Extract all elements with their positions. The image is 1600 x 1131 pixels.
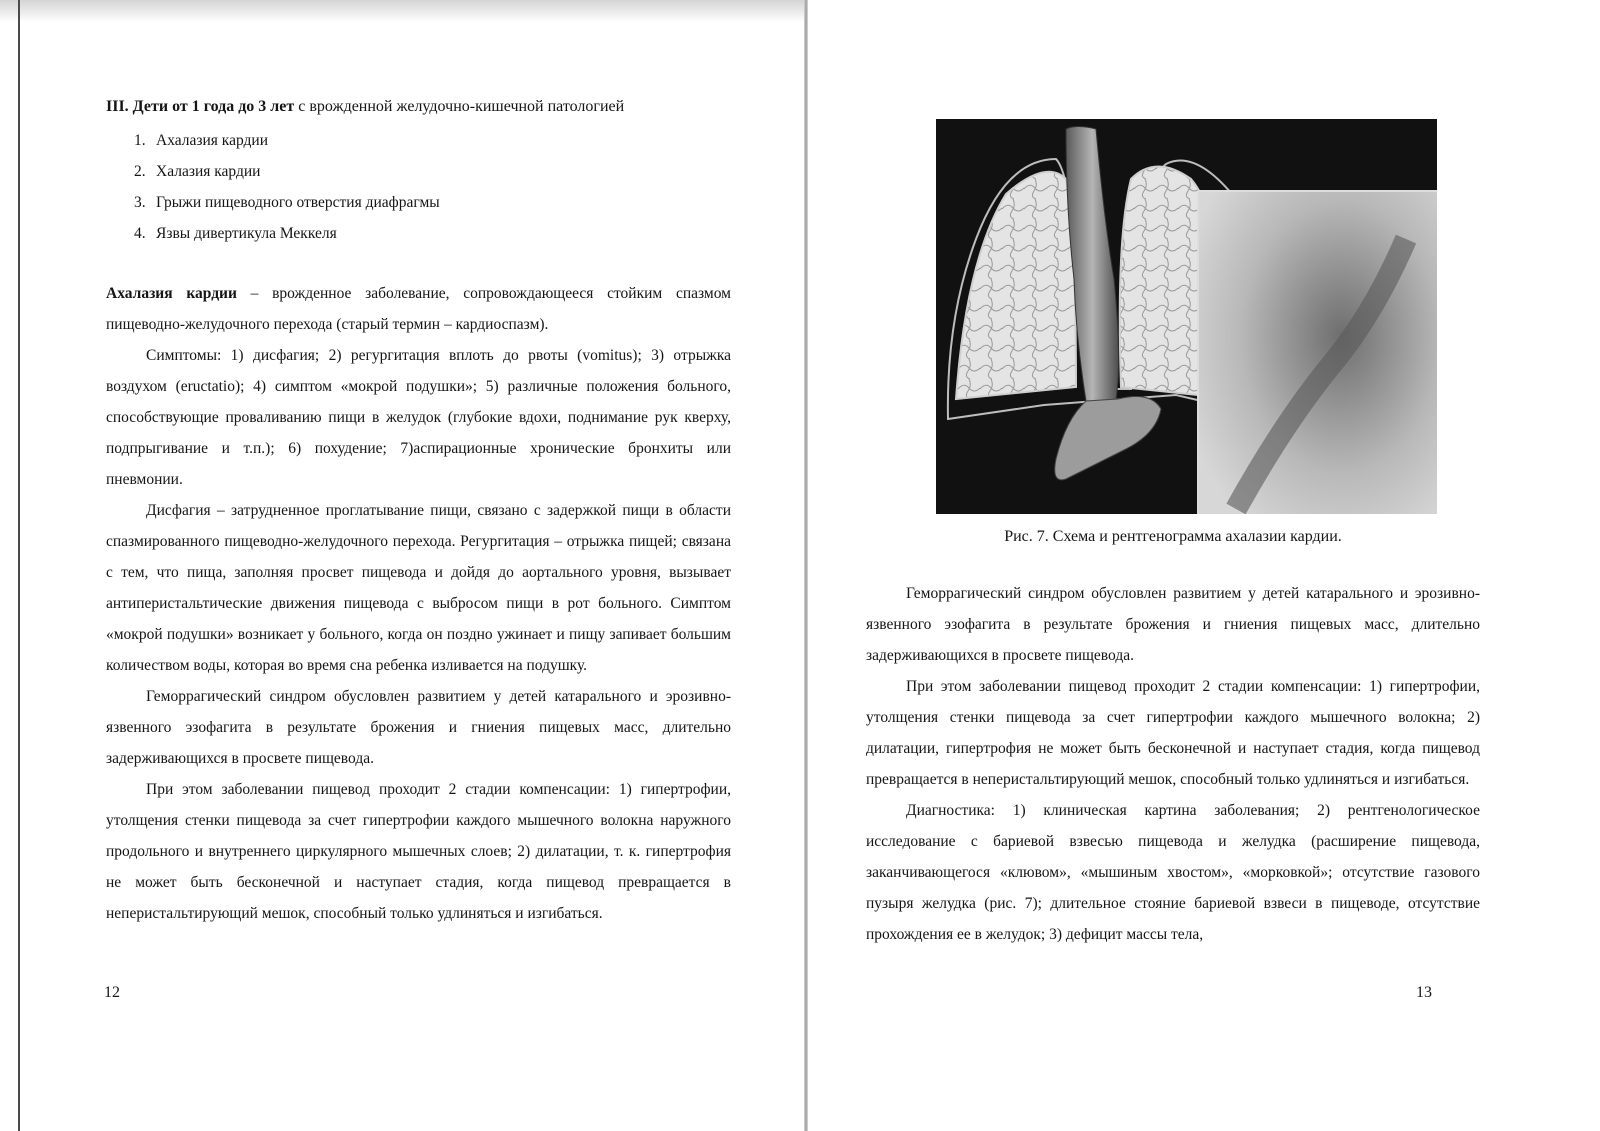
page-number: 13 [1416, 984, 1432, 1001]
definition-text: – врожденное заболевание, сопровождающееся стойким спазмом пищеводно-желудочного перехода (старый термин – кардиоспазм). [106, 285, 731, 333]
heading-bold: III. Дети от 1 года до 3 лет [106, 98, 295, 115]
page-edge [18, 0, 20, 1131]
list-number: 3. [134, 194, 146, 211]
list-number: 2. [134, 163, 146, 180]
stages-paragraph: При этом заболевании пищевод проходит 2 стадии компенсации: 1) гипертрофии, утолщения стенки пищевода за счет гипертрофии каждого мышечного волокна наружного продольного и внутреннего циркулярного мышечных слоев; 2) дилатации, т. к. гипертрофия не может быть бесконечной и наступает стадия, когда пищевод превращается в неперистальтирующий мешок, способный только удлиняться и изгибаться. [106, 781, 731, 922]
dysphagia-paragraph: Дисфагия – затрудненное проглатывание пищи, связано с задержкой пищи в области спазмированного пищеводно-желудочного перехода. Регургитация – отрыжка пищей; связана с тем, что пища, заполняя просвет пищевода и дойдя до аортального уровня, вызывает антиперистальтические движения пищевода с выбросом пищи в рот больного. Симптом «мокрой подушки» возникает у больного, когда он поздно ужинает и пищу запивает большим количеством воды, которая во время сна ребенка изливается на подушку. [106, 502, 731, 674]
figure-caption: Рис. 7. Схема и рентгенограмма ахалазии кардии. [1004, 528, 1342, 545]
symptoms-paragraph: Симптомы: 1) дисфагия; 2) регургитация вплоть до рвоты (vomitus); 3) отрыжка воздухом (eructatio); 4) симптом «мокрой подушки»; 5) различные положения больного, способствующие проваливанию пищи в желудок (глубокие вдохи, поднимание рук кверху, подпрыгивание и т.п.); 6) похудение; 7)аспирационные хронические бронхиты или пневмонии. [106, 347, 731, 488]
heading-rest: с врожденной желудочно-кишечной патологией [294, 98, 625, 115]
page-shadow [0, 0, 806, 22]
pathology-list [106, 125, 731, 249]
list-item [134, 125, 731, 156]
definition-term: Ахалазия кардии [106, 285, 237, 302]
diagnostics-paragraph: Диагностика: 1) клиническая картина заболевания; 2) рентгенологическое исследование с бариевой взвесью пищевода и желудка (расширение пищевода, заканчивающегося «клювом», «мышиным хвостом», «морковкой»; отсутствие газового пузыря желудка (рис. 7); длительное стояние бариевой взвеси в пищеводе, отсутствие прохождения ее в желудок; 3) дефицит массы тела, [866, 802, 1480, 943]
hemorrhagic-paragraph: Геморрагический синдром обусловлен развитием у детей катарального и эрозивно-язвенного эзофагита в результате брожения и гниения пищевых масс, длительно задерживающихся в просвете пищевода. [866, 585, 1480, 664]
achalasia-figure [936, 119, 1437, 514]
list-number: 1. [134, 132, 146, 149]
definition-paragraph [106, 278, 731, 340]
list-text: Грыжи пищеводного отверстия диафрагмы [156, 194, 440, 211]
list-item [134, 156, 731, 187]
right-page [808, 0, 1600, 1131]
list-text: Халазия кардии [156, 163, 261, 180]
right-body [866, 578, 1480, 950]
stages-paragraph: При этом заболевании пищевод проходит 2 стадии компенсации: 1) гипертрофии, утолщения стенки пищевода за счет гипертрофии каждого мышечного волокна; 2) дилатации, гипертрофия не может быть бесконечной и наступает стадия, когда пищевод превращается в неперистальтирующий мешок, способный только удлиняться и изгибаться. [866, 678, 1480, 788]
list-number: 4. [134, 225, 146, 242]
achalasia-illustration [936, 119, 1437, 514]
list-item [134, 218, 731, 249]
hemorrhagic-paragraph: Геморрагический синдром обусловлен развитием у детей катарального и эрозивно-язвенного эзофагита в результате брожения и гниения пищевых масс, длительно задерживающихся в просвете пищевода. [106, 688, 731, 767]
page-number: 12 [104, 984, 120, 1001]
left-body [106, 278, 731, 929]
section-heading [106, 97, 731, 117]
list-text: Ахалазия кардии [156, 132, 268, 149]
left-heading-block [106, 97, 731, 249]
list-item [134, 187, 731, 218]
list-text: Язвы дивертикула Меккеля [156, 225, 337, 242]
